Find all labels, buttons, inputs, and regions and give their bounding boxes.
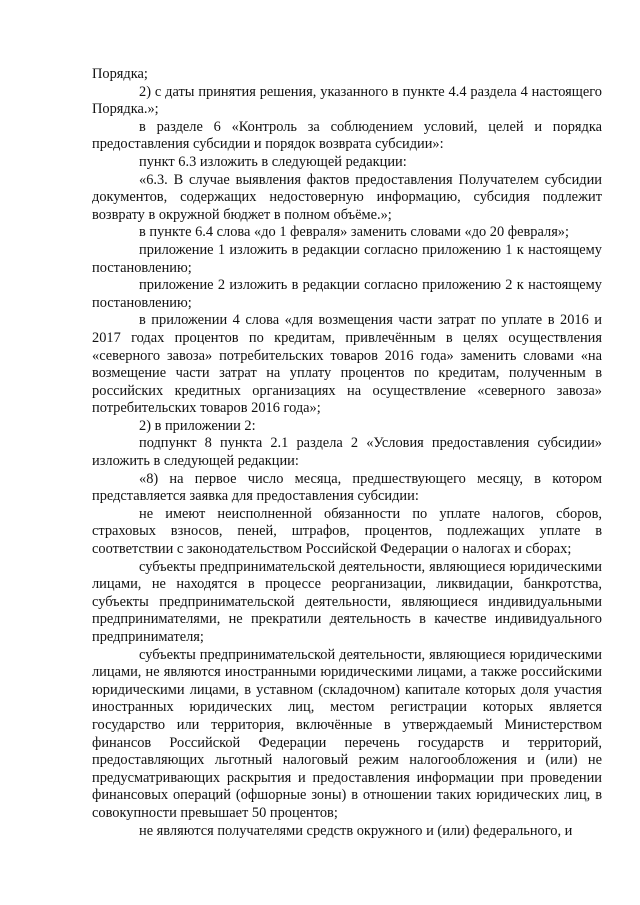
paragraph-3: в разделе 6 «Контроль за соблюдением условий, целей и порядка предоставления субсидии и порядок возврата субсидии»: xyxy=(92,118,602,153)
paragraph-14: субъекты предпринимательской деятельности, являющиеся юридическими лицами, не находятся в процессе реорганизации, ликвидации, банкротства, субъекты предпринимательской деятельности, являющиеся индивидуальными предпринимателями, не прекратили деятельность в качестве индивидуального предпринимателя; xyxy=(92,558,602,645)
paragraph-10: 2) в приложении 2: xyxy=(139,417,256,434)
paragraph-4: пункт 6.3 изложить в следующей редакции: xyxy=(139,153,407,170)
paragraph-15: субъекты предпринимательской деятельности, являющиеся юридическими лицами, не являются иностранными юридическими лицами, а также российскими юридическими лицами, в уставном (складочном) капитале которых доля участия иностранных юридических лиц, местом регистрации которых является государство или территория, включённые в утверждаемый Министерством финансов Российской Федерации перечень государств и территорий, предоставляющих льготный налоговый режим налогообложения и (или) не предусматривающих раскрытия и предоставления информации при проведении финансовых операций (офшорные зоны) в отношении таких юридических лиц, в совокупности превышает 50 процентов; xyxy=(92,646,602,821)
document-page xyxy=(92,66,602,840)
paragraph-2: 2) с даты принятия решения, указанного в пункте 4.4 раздела 4 настоящего Порядка.»; xyxy=(92,83,602,118)
paragraph-13: не имеют неисполненной обязанности по уплате налогов, сборов, страховых взносов, пеней, штрафов, процентов, подлежащих уплате в соответствии с законодательством Российской Федерации о налогах и сборах; xyxy=(92,505,602,558)
paragraph-5: «6.3. В случае выявления фактов предоставления Получателем субсидии документов, содержащих недостоверную информацию, субсидия подлежит возврату в окружной бюджет в полном объёме.»; xyxy=(92,171,602,223)
paragraph-6: в пункте 6.4 слова «до 1 февраля» заменить словами «до 20 февраля»; xyxy=(139,224,570,241)
paragraph-12: «8) на первое число месяца, предшествующего месяцу, в котором представляется заявка для предоставления субсидии: xyxy=(92,470,602,505)
paragraph-11: подпункт 8 пункта 2.1 раздела 2 «Условия предоставления субсидии» изложить в следующей редакции: xyxy=(92,435,602,470)
paragraph-8: приложение 2 изложить в редакции согласно приложению 2 к настоящему постановлению; xyxy=(92,277,602,311)
paragraph-16: не являются получателями средств окружного и (или) федерального, и xyxy=(139,822,573,839)
paragraph-7: приложение 1 изложить в редакции согласно приложению 1 к настоящему постановлению; xyxy=(92,241,602,276)
paragraph-9: в приложении 4 слова «для возмещения части затрат по уплате в 2016 и 2017 годах процентов по кредитам, привлечённым в целях осуществления «северного завоза» потребительских товаров 2016 года» заменить словами «на возмещение части затрат на уплату процентов по кредитам, полученным в российских кредитных организациях на осуществление «северного завоза» потребительских товаров 2016 года»; xyxy=(92,312,602,417)
paragraph-1: Порядка; xyxy=(92,66,148,82)
